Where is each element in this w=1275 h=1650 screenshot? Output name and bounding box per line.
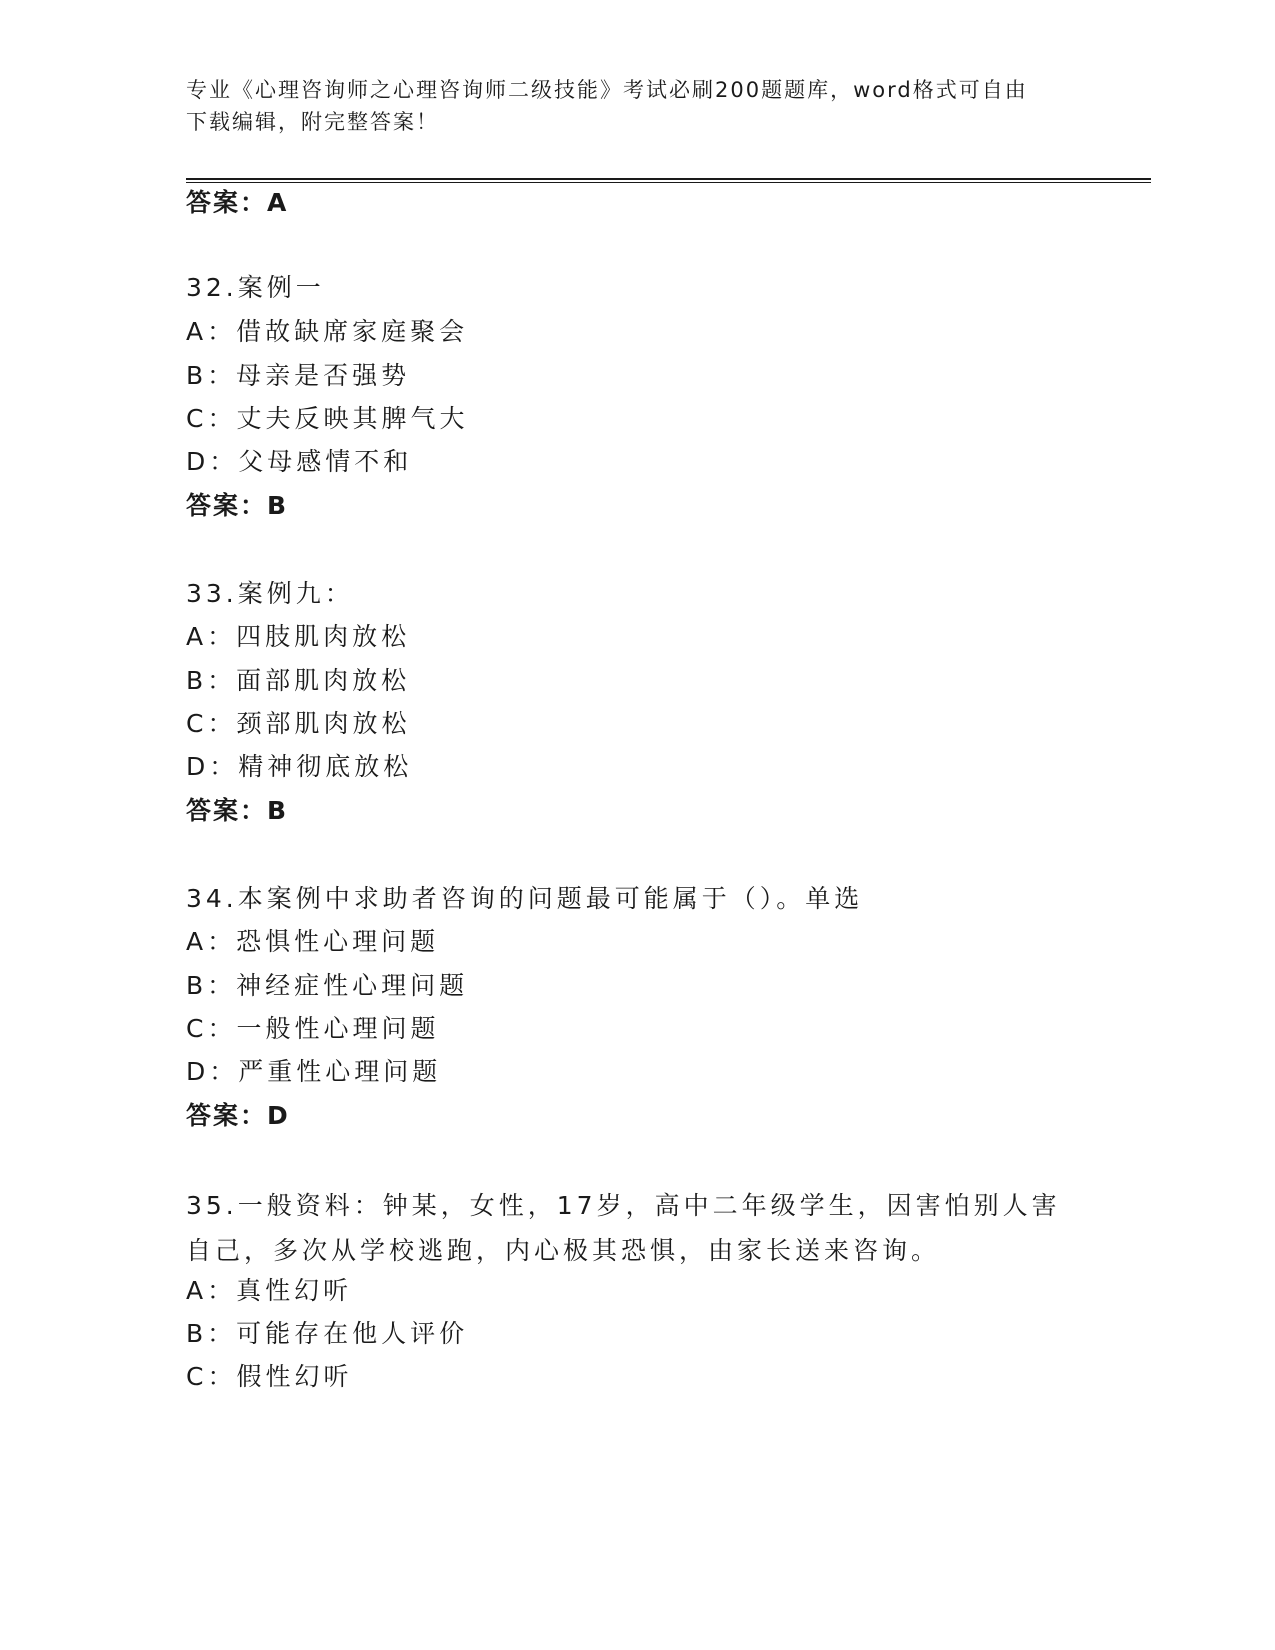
option-b: B：神经症性心理问题 xyxy=(186,971,469,1000)
option-d: D：精神彻底放松 xyxy=(186,752,413,781)
option-c: C：丈夫反映其脾气大 xyxy=(186,404,469,433)
question-title: 34.本案例中求助者咨询的问题最可能属于（）。单选 xyxy=(186,884,864,913)
option-a: A：借故缺席家庭聚会 xyxy=(186,317,469,346)
option-a: A：恐惧性心理问题 xyxy=(186,927,440,956)
answer-line: 答案：B xyxy=(186,491,289,520)
option-a: A：四肢肌肉放松 xyxy=(186,622,411,651)
answer-line: 答案：A xyxy=(186,188,289,217)
header-divider xyxy=(186,178,1151,183)
document-header: 专业《心理咨询师之心理咨询师二级技能》考试必刷200题题库，word格式可自由下载编辑，附完整答案！ xyxy=(186,78,1028,134)
option-c: C：假性幻听 xyxy=(186,1362,353,1391)
question-title: 33.案例九： xyxy=(186,579,354,608)
option-d: D：父母感情不和 xyxy=(186,447,413,476)
option-c: C：颈部肌肉放松 xyxy=(186,709,411,738)
option-b: B：面部肌肉放松 xyxy=(186,666,411,695)
answer-line: 答案：D xyxy=(186,1101,290,1130)
option-c: C：一般性心理问题 xyxy=(186,1014,440,1043)
option-b: B：可能存在他人评价 xyxy=(186,1319,469,1348)
option-a: A：真性幻听 xyxy=(186,1276,353,1305)
answer-line: 答案：B xyxy=(186,796,289,825)
question-title: 35.一般资料：钟某，女性，17岁，高中二年级学生，因害怕别人害自己，多次从学校逃跑，内心极其恐惧，由家长送来咨询。 xyxy=(186,1191,1061,1265)
option-b: B：母亲是否强势 xyxy=(186,361,411,390)
question-title: 32.案例一 xyxy=(186,273,325,302)
option-d: D：严重性心理问题 xyxy=(186,1057,442,1086)
